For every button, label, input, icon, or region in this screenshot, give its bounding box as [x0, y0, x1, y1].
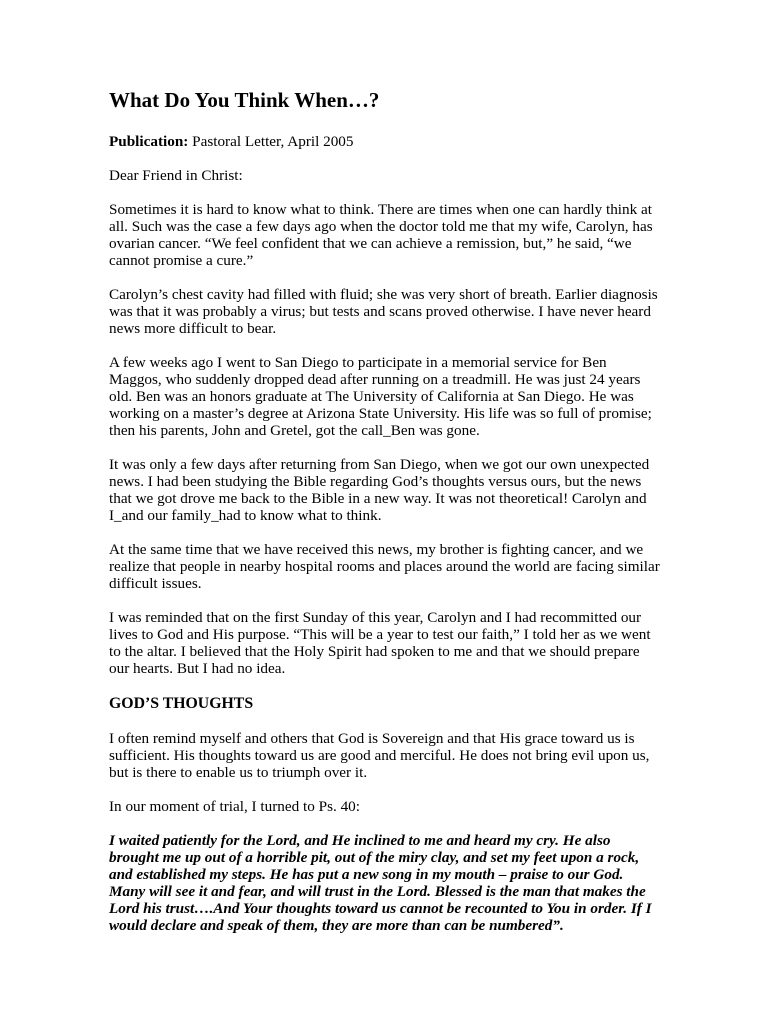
section-paragraph-2: In our moment of trial, I turned to Ps. 40:	[109, 798, 360, 815]
paragraph-6: I was reminded that on the first Sunday of this year, Carolyn and I had recommitted our lives to God and His purpose. “This will be a year to test our faith,” I told her as we went to the altar. I believed that the Holy Spirit had spoken to me and that we should prepare our hearts. But I had no idea.	[109, 609, 651, 677]
document-page	[109, 88, 661, 951]
section-paragraph-1: I often remind myself and others that God is Sovereign and that His grace toward us is sufficient. His thoughts toward us are good and merciful. He does not bring evil upon us, but is there to enable us to triumph over it.	[109, 730, 650, 781]
publication-line	[109, 133, 661, 150]
paragraph-4: It was only a few days after returning from San Diego, when we got our own unexpected news. I had been studying the Bible regarding God’s thoughts versus ours, but the news that we got drove me back to the Bible in a new way. It was not theoretical! Carolyn and I_and our family_had to know what to think.	[109, 456, 650, 524]
section-heading: GOD’S THOUGHTS	[109, 695, 254, 712]
publication-value: Pastoral Letter, April 2005	[188, 133, 354, 150]
paragraph-5: At the same time that we have received this news, my brother is fighting cancer, and we realize that people in nearby hospital rooms and places around the world are facing similar difficult issues.	[109, 541, 660, 592]
salutation: Dear Friend in Christ:	[109, 167, 243, 184]
document-title: What Do You Think When…?	[109, 88, 380, 112]
paragraph-2: Carolyn’s chest cavity had filled with fluid; she was very short of breath. Earlier diagnosis was that it was probably a virus; but tests and scans proved otherwise. I have never heard news more difficult to bear.	[109, 286, 658, 337]
scripture-quote: I waited patiently for the Lord, and He inclined to me and heard my cry. He also brought me up out of a horrible pit, out of the miry clay, and set my feet upon a rock, and established my steps. He has put a new song in my mouth – praise to our God. Many will see it and fear, and will trust in the Lord. Blessed is the man that makes the Lord his trust….And Your thoughts toward us cannot be recounted to You in order. If I would declare and speak of them, they are more than can be numbered”.	[109, 832, 652, 934]
paragraph-1: Sometimes it is hard to know what to think. There are times when one can hardly think at all. Such was the case a few days ago when the doctor told me that my wife, Carolyn, has ovarian cancer. “We feel confident that we can achieve a remission, but,” he said, “we cannot promise a cure.”	[109, 201, 653, 269]
publication-label: Publication:	[109, 133, 189, 150]
paragraph-3: A few weeks ago I went to San Diego to participate in a memorial service for Ben Maggos, who suddenly dropped dead after running on a treadmill. He was just 24 years old. Ben was an honors graduate at The University of California at San Diego. He was working on a master’s degree at Arizona State University. His life was so full of promise; then his parents, John and Gretel, got the call_Ben was gone.	[109, 354, 652, 439]
